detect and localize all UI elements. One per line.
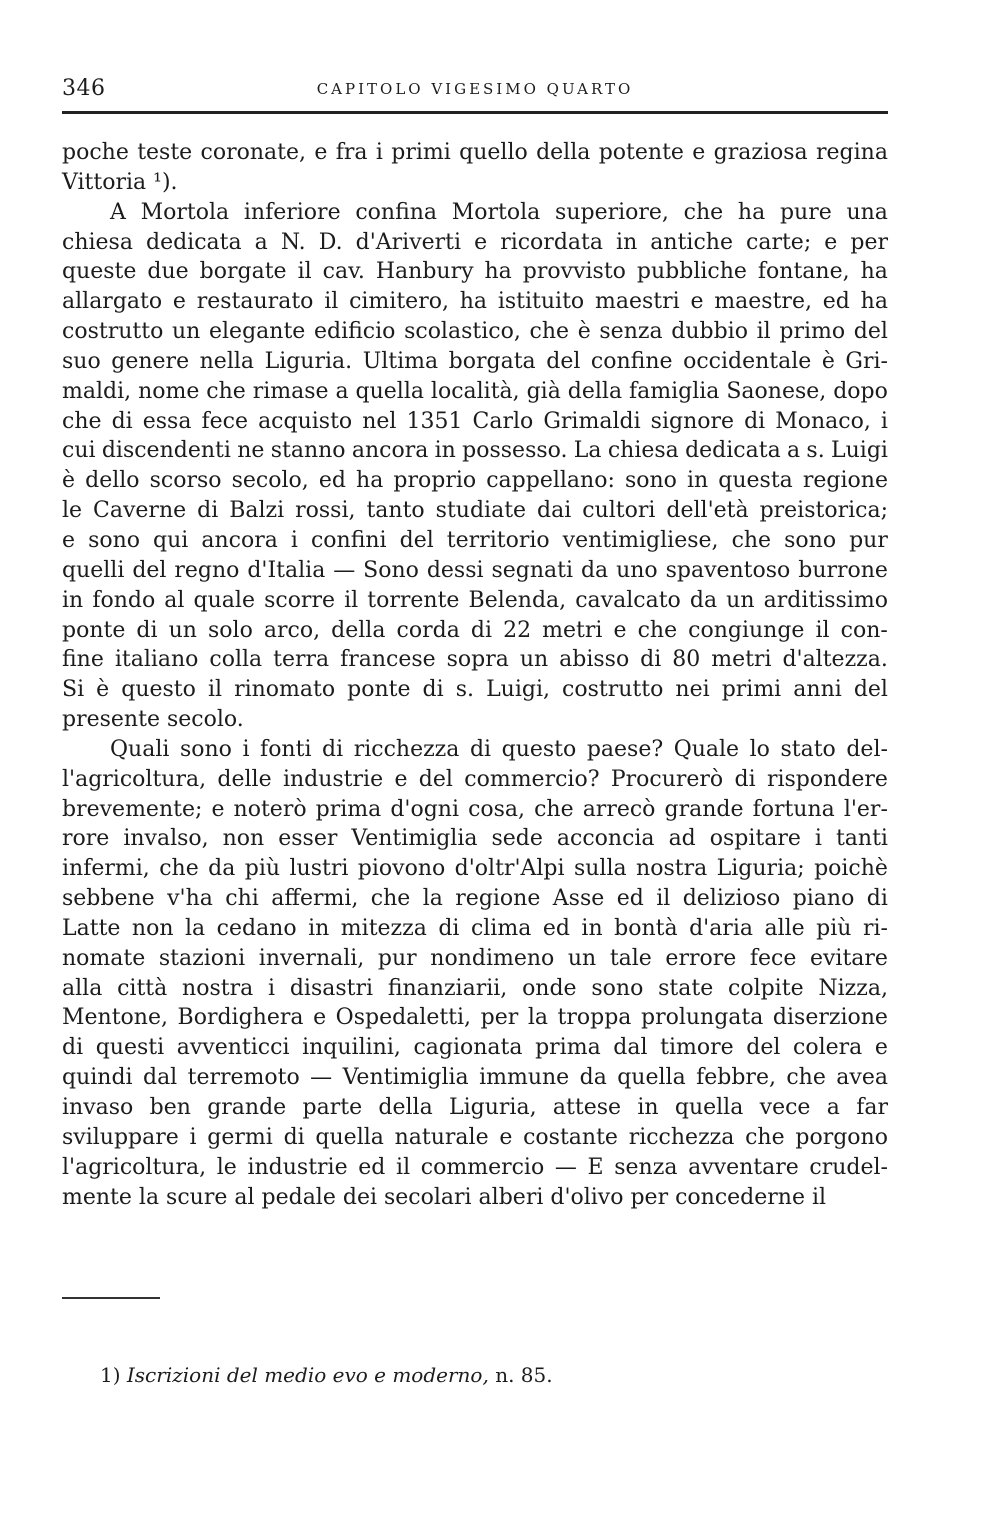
text-line: maldi, nome che rimase a quella località, già della famiglia Saonese, dopo [62,378,888,404]
text-line: suo genere nella Liguria. Ultima borgata del confine occidentale è Gri- [62,348,888,374]
text-line: quindi dal terremoto — Ventimiglia immune da quella febbre, che avea [62,1065,888,1091]
footnote-marker: 1) [100,1363,121,1387]
body-text [62,138,888,1212]
page-number: 346 [62,76,106,101]
text-line: Quali sono i fonti di ricchezza di questo paese? Quale lo stato del- [110,736,888,762]
text-line: e sono qui ancora i confini del territorio ventimigliese, che sono pur [62,527,888,553]
text-line: che di essa fece acquisto nel 1351 Carlo Grimaldi signore di Monaco, i [62,408,888,434]
text-line: mente la scure al pedale dei secolari alberi d'olivo per concederne il [62,1184,827,1210]
text-line: infermi, che da più lustri piovono d'oltr'Alpi sulla nostra Liguria; poichè [62,856,888,882]
text-line: fine italiano colla terra francese sopra un abisso di 80 metri d'altezza. [62,647,888,673]
footnote-separator [62,1297,160,1299]
footnote [100,1363,553,1387]
text-line: alla città nostra i disastri finanziarii, onde sono state colpite Nizza, [62,975,888,1001]
text-line: costrutto un elegante edificio scolastico, che è senza dubbio il primo del [62,319,888,345]
text-line: rore invalso, non esser Ventimiglia sede acconcia ad ospitare i tanti [62,826,888,852]
footnote-ref: n. 85. [495,1363,553,1387]
text-line: Vittoria ¹). [62,169,178,195]
page-header [62,76,888,104]
text-line: di questi avventicci inquilini, cagionata prima dal timore del colera e [62,1035,888,1061]
text-line: A Mortola inferiore confina Mortola superiore, che ha pure una [110,199,888,225]
running-title: CAPITOLO VIGESIMO QUARTO [316,80,634,98]
text-line: allargato e restaurato il cimitero, ha istituito maestri e maestre, ed ha [62,289,888,315]
text-line: le Caverne di Balzi rossi, tanto studiate dai cultori dell'età preistorica; [62,498,888,524]
text-line: nomate stazioni invernali, pur nondimeno un tale errore fece evitare [62,945,888,971]
text-line: è dello scorso secolo, ed ha proprio cappellano: sono in questa regione [62,468,888,494]
footnote-title: Iscrizioni del medio evo e moderno, [126,1363,489,1387]
text-line: sviluppare i germi di quella naturale e costante ricchezza che porgono [62,1124,888,1150]
text-line: brevemente; e noterò prima d'ogni cosa, che arrecò grande fortuna l'er- [62,796,888,822]
text-line: sebbene v'ha chi affermi, che la regione Asse ed il delizioso piano di [62,886,888,912]
text-line: in fondo al quale scorre il torrente Belenda, cavalcato da un arditissimo [62,587,888,613]
text-line: Si è questo il rinomato ponte di s. Luigi, costrutto nei primi anni del [62,677,888,703]
text-line: Mentone, Bordighera e Ospedaletti, per la troppa prolungata diserzione [62,1005,888,1031]
text-line: Latte non la cedano in mitezza di clima ed in bontà d'aria alle più ri- [62,915,888,941]
text-line: poche teste coronate, e fra i primi quello della potente e graziosa regina [62,140,888,165]
header-rule [62,111,888,114]
text-line: invaso ben grande parte della Liguria, attese in quella vece a far [62,1095,888,1120]
text-line: ponte di un solo arco, della corda di 22 metri e che congiunge il con- [62,617,888,643]
text-line: l'agricoltura, le industrie ed il commercio — E senza avventare crudel- [62,1154,888,1180]
text-line: chiesa dedicata a N. D. d'Ariverti e ricordata in antiche carte; e per [62,229,888,255]
text-line: presente secolo. [62,707,244,733]
text-line: l'agricoltura, delle industrie e del commercio? Procurerò di rispondere [62,766,888,792]
text-line: quelli del regno d'Italia — Sono dessi segnati da uno spaventoso burrone [62,557,888,583]
text-line: cui discendenti ne stanno ancora in possesso. La chiesa dedicata a s. Luigi [62,438,888,464]
text-line: queste due borgate il cav. Hanbury ha provvisto pubbliche fontane, ha [62,259,888,285]
